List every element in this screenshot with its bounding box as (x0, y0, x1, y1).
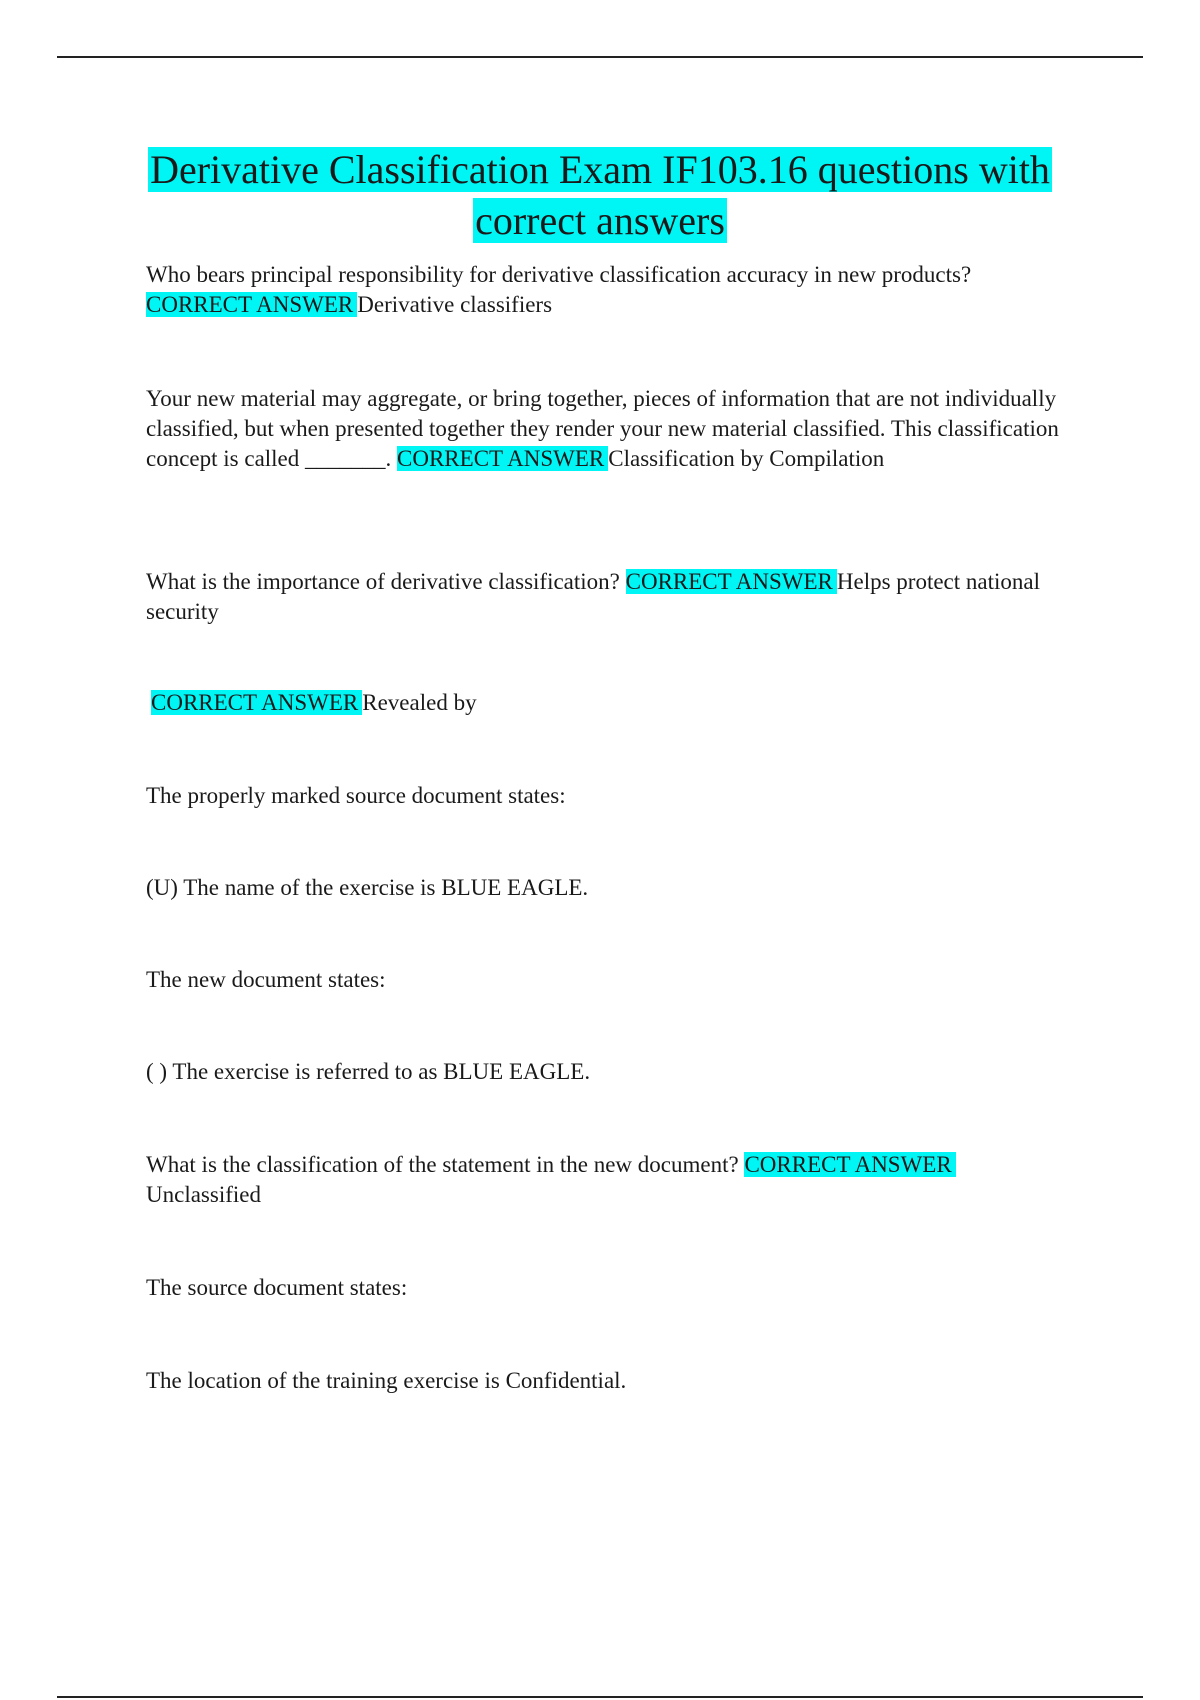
title-line-1: Derivative Classification Exam IF103.16 questions with (150, 147, 1050, 192)
title-line-2: correct answers (475, 198, 725, 243)
answer-text: Helps protect national security (146, 569, 1040, 624)
question-text: What is the classification of the statement in the new document? (146, 1152, 739, 1177)
question-text: Who bears principal responsibility for derivative classification accuracy in new products? (146, 262, 972, 287)
correct-answer-tag: CORRECT ANSWER (397, 446, 608, 471)
qa-item-2 (146, 384, 1066, 474)
correct-answer-tag: CORRECT ANSWER (146, 292, 357, 317)
correct-answer-tag: CORRECT ANSWER (744, 1152, 955, 1177)
answer-text: Revealed by (362, 690, 477, 715)
top-rule (57, 56, 1143, 58)
paragraph-new-states: The new document states: (146, 967, 386, 992)
answer-text: Unclassified (146, 1182, 261, 1207)
question-text: Your new material may aggregate, or bring together, pieces of information that are not individually classified, but when presented together they render your new material classified. This classification concept is called _______. (146, 386, 1059, 471)
question-text: What is the importance of derivative classification? (146, 569, 620, 594)
paragraph-source-states: The properly marked source document states: (146, 783, 566, 808)
correct-answer-tag: CORRECT ANSWER (626, 569, 837, 594)
qa-item-1 (146, 260, 1066, 320)
paragraph-new-quote: ( ) The exercise is referred to as BLUE EAGLE. (146, 1059, 591, 1084)
qa-item-5 (146, 1150, 1066, 1210)
qa-item-3 (146, 567, 1066, 627)
qa-item-4 (151, 688, 1071, 718)
bottom-rule (57, 1696, 1143, 1698)
paragraph-source-states-2: The source document states: (146, 1275, 408, 1300)
page-title (100, 144, 1100, 246)
paragraph-location: The location of the training exercise is Confidential. (146, 1368, 627, 1393)
answer-text: Derivative classifiers (357, 292, 553, 317)
answer-text: Classification by Compilation (608, 446, 885, 471)
correct-answer-tag: CORRECT ANSWER (151, 690, 362, 715)
paragraph-source-quote: (U) The name of the exercise is BLUE EAGLE. (146, 875, 589, 900)
